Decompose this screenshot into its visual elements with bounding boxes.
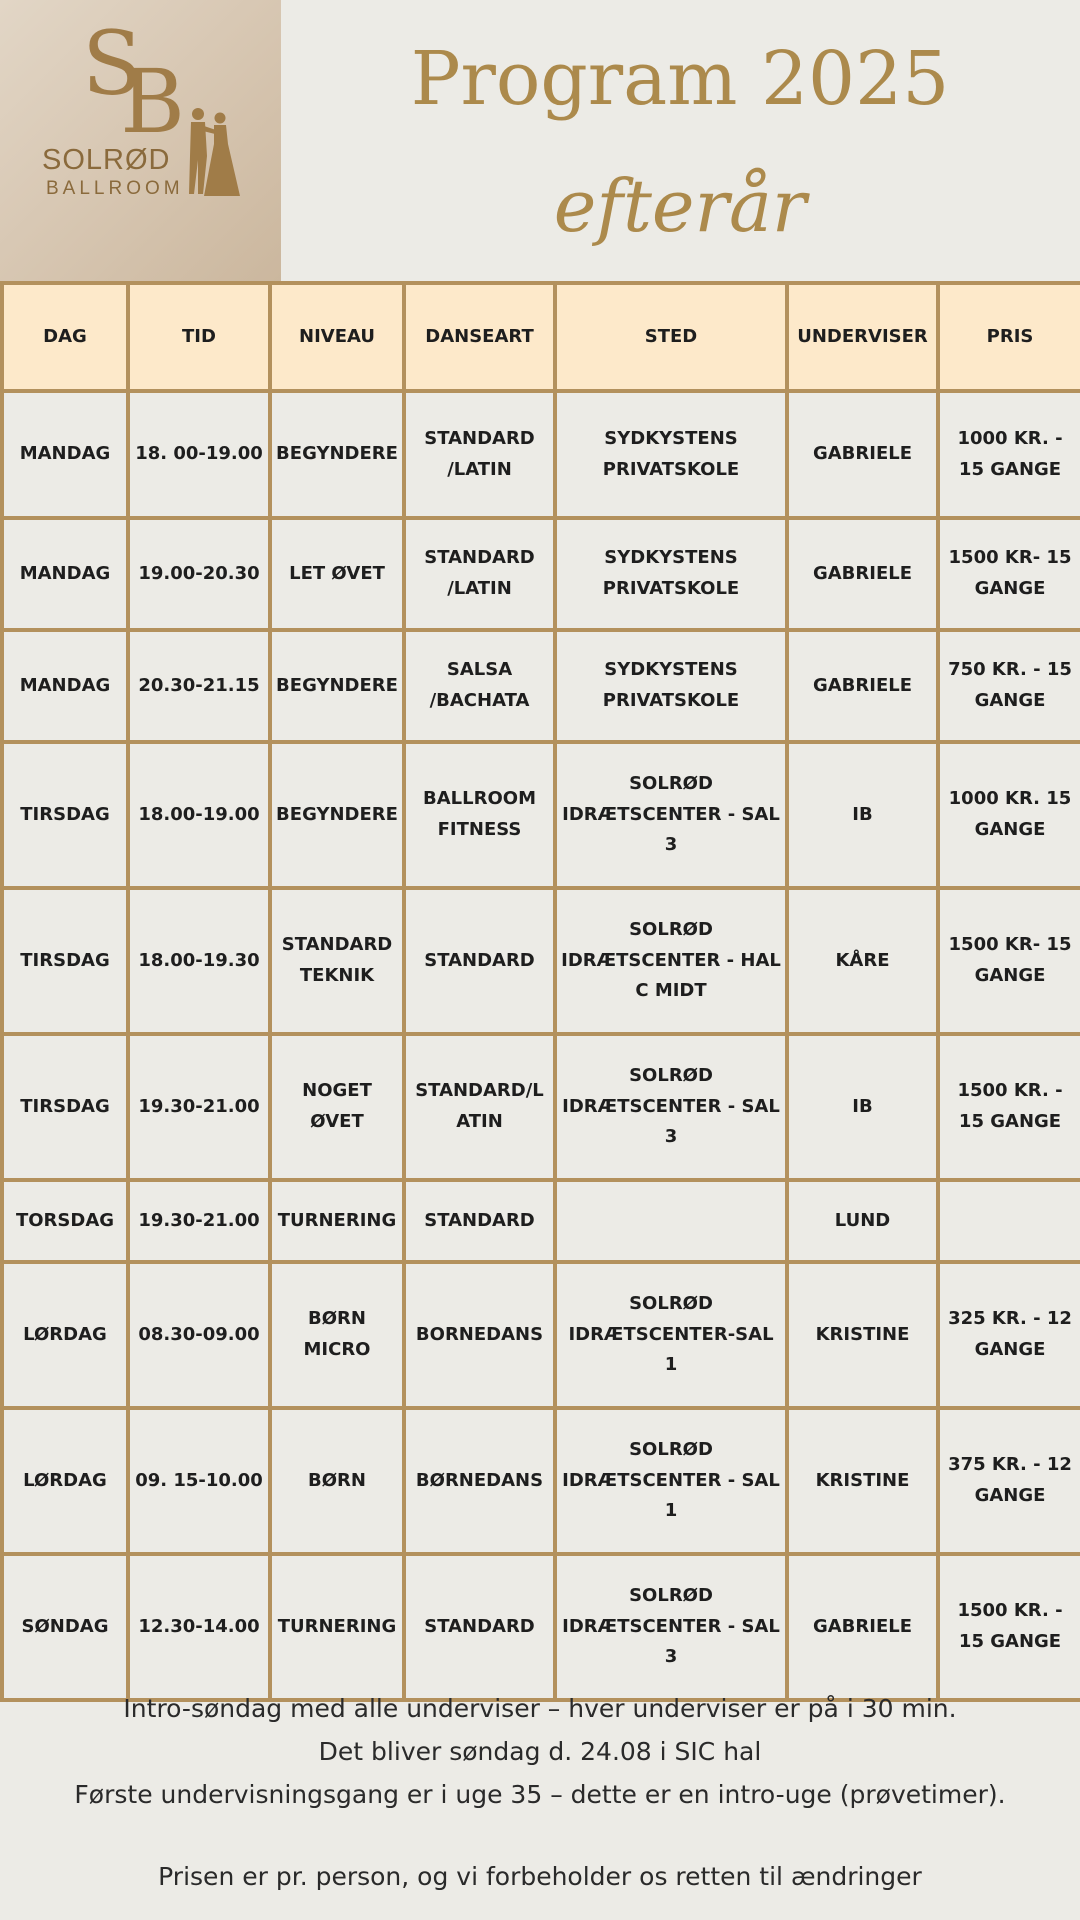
page-title: Program 2025 bbox=[410, 36, 950, 122]
cell-dag: MANDAG bbox=[2, 391, 128, 518]
table-row bbox=[2, 1408, 1080, 1554]
cell-pris: 1000 KR. 15 GANGE bbox=[938, 742, 1080, 888]
table-row bbox=[2, 1034, 1080, 1180]
cell-underviser: KRISTINE bbox=[787, 1262, 938, 1408]
table-row bbox=[2, 518, 1080, 630]
cell-underviser: IB bbox=[787, 742, 938, 888]
cell-underviser: KRISTINE bbox=[787, 1408, 938, 1554]
cell-tid: 19.30-21.00 bbox=[128, 1180, 270, 1262]
cell-dag: SØNDAG bbox=[2, 1554, 128, 1700]
table-row bbox=[2, 1180, 1080, 1262]
cell-niveau: LET ØVET bbox=[270, 518, 404, 630]
cell-pris: 1500 KR- 15 GANGE bbox=[938, 888, 1080, 1034]
cell-sted: SOLRØD IDRÆTSCENTER-SAL 1 bbox=[555, 1262, 787, 1408]
cell-danseart: STANDARD bbox=[404, 1180, 555, 1262]
header-danseart: DANSEART bbox=[404, 283, 555, 391]
cell-underviser: GABRIELE bbox=[787, 630, 938, 742]
cell-tid: 18. 00-19.00 bbox=[128, 391, 270, 518]
cell-sted: SOLRØD IDRÆTSCENTER - SAL 3 bbox=[555, 1554, 787, 1700]
cell-tid: 19.00-20.30 bbox=[128, 518, 270, 630]
header-sted: STED bbox=[555, 283, 787, 391]
logo-monogram-s: S bbox=[82, 12, 121, 115]
cell-danseart: STANDARD bbox=[404, 888, 555, 1034]
page-subtitle: efterår bbox=[553, 164, 807, 248]
table-row bbox=[2, 1554, 1080, 1700]
cell-niveau: STANDARD TEKNIK bbox=[270, 888, 404, 1034]
cell-sted: SOLRØD IDRÆTSCENTER - SAL 1 bbox=[555, 1408, 787, 1554]
cell-pris: 375 KR. - 12 GANGE bbox=[938, 1408, 1080, 1554]
footer-price-note: Prisen er pr. person, og vi forbeholder os retten til ændringer bbox=[158, 1862, 922, 1891]
cell-tid: 19.30-21.00 bbox=[128, 1034, 270, 1180]
table-row bbox=[2, 742, 1080, 888]
header-dag: DAG bbox=[2, 283, 128, 391]
cell-dag: TORSDAG bbox=[2, 1180, 128, 1262]
cell-pris bbox=[938, 1180, 1080, 1262]
cell-sted: SYDKYSTENS PRIVATSKOLE bbox=[555, 518, 787, 630]
cell-underviser: GABRIELE bbox=[787, 518, 938, 630]
cell-niveau: BØRN bbox=[270, 1408, 404, 1554]
cell-sted: SOLRØD IDRÆTSCENTER - SAL 3 bbox=[555, 742, 787, 888]
cell-dag: TIRSDAG bbox=[2, 888, 128, 1034]
cell-tid: 18.00-19.00 bbox=[128, 742, 270, 888]
cell-tid: 09. 15-10.00 bbox=[128, 1408, 270, 1554]
cell-niveau: TURNERING bbox=[270, 1180, 404, 1262]
cell-underviser: GABRIELE bbox=[787, 1554, 938, 1700]
cell-niveau: BEGYNDERE bbox=[270, 391, 404, 518]
cell-niveau: BEGYNDERE bbox=[270, 742, 404, 888]
logo-name: SOLRØD bbox=[42, 144, 171, 176]
table-row bbox=[2, 888, 1080, 1034]
cell-underviser: IB bbox=[787, 1034, 938, 1180]
cell-sted: SYDKYSTENS PRIVATSKOLE bbox=[555, 630, 787, 742]
dancing-couple-icon bbox=[178, 104, 248, 200]
cell-dag: MANDAG bbox=[2, 630, 128, 742]
cell-dag: LØRDAG bbox=[2, 1408, 128, 1554]
cell-niveau: TURNERING bbox=[270, 1554, 404, 1700]
table-row bbox=[2, 630, 1080, 742]
logo-monogram-b: B bbox=[120, 50, 163, 153]
header-underviser: UNDERVISER bbox=[787, 283, 938, 391]
logo-subtitle: BALLROOM bbox=[46, 178, 184, 199]
cell-danseart: STANDARD /LATIN bbox=[404, 391, 555, 518]
schedule-table bbox=[0, 281, 1080, 1702]
cell-dag: LØRDAG bbox=[2, 1262, 128, 1408]
cell-niveau: BØRN MICRO bbox=[270, 1262, 404, 1408]
cell-pris: 325 KR. - 12 GANGE bbox=[938, 1262, 1080, 1408]
footer-intro-line: Intro-søndag med alle underviser – hver underviser er på i 30 min. bbox=[123, 1694, 957, 1723]
header-pris: PRIS bbox=[938, 283, 1080, 391]
cell-pris: 750 KR. - 15 GANGE bbox=[938, 630, 1080, 742]
cell-niveau: NOGET ØVET bbox=[270, 1034, 404, 1180]
cell-tid: 12.30-14.00 bbox=[128, 1554, 270, 1700]
cell-danseart: BØRNEDANS bbox=[404, 1408, 555, 1554]
cell-pris: 1500 KR- 15 GANGE bbox=[938, 518, 1080, 630]
header-niveau: NIVEAU bbox=[270, 283, 404, 391]
cell-danseart: STANDARD bbox=[404, 1554, 555, 1700]
cell-underviser: LUND bbox=[787, 1180, 938, 1262]
cell-danseart: BALLROOM FITNESS bbox=[404, 742, 555, 888]
header-tid: TID bbox=[128, 283, 270, 391]
table-row bbox=[2, 1262, 1080, 1408]
cell-dag: TIRSDAG bbox=[2, 1034, 128, 1180]
cell-niveau: BEGYNDERE bbox=[270, 630, 404, 742]
footer-first-lesson-line: Første undervisningsgang er i uge 35 – dette er en intro-uge (prøvetimer). bbox=[74, 1780, 1006, 1809]
cell-danseart: SALSA /BACHATA bbox=[404, 630, 555, 742]
cell-tid: 18.00-19.30 bbox=[128, 888, 270, 1034]
footer-date-line: Det bliver søndag d. 24.08 i SIC hal bbox=[318, 1737, 762, 1766]
cell-underviser: GABRIELE bbox=[787, 391, 938, 518]
cell-sted: SYDKYSTENS PRIVATSKOLE bbox=[555, 391, 787, 518]
cell-sted bbox=[555, 1180, 787, 1262]
cell-sted: SOLRØD IDRÆTSCENTER - HAL C MIDT bbox=[555, 888, 787, 1034]
cell-pris: 1500 KR. - 15 GANGE bbox=[938, 1034, 1080, 1180]
cell-danseart: BORNEDANS bbox=[404, 1262, 555, 1408]
table-header-row bbox=[2, 283, 1080, 391]
cell-tid: 08.30-09.00 bbox=[128, 1262, 270, 1408]
cell-pris: 1500 KR. - 15 GANGE bbox=[938, 1554, 1080, 1700]
cell-pris: 1000 KR. - 15 GANGE bbox=[938, 391, 1080, 518]
cell-danseart: STANDARD /LATIN bbox=[404, 518, 555, 630]
cell-danseart: STANDARD/LATIN bbox=[404, 1034, 555, 1180]
cell-sted: SOLRØD IDRÆTSCENTER - SAL 3 bbox=[555, 1034, 787, 1180]
cell-dag: MANDAG bbox=[2, 518, 128, 630]
cell-tid: 20.30-21.15 bbox=[128, 630, 270, 742]
logo bbox=[0, 0, 281, 281]
table-row bbox=[2, 391, 1080, 518]
cell-dag: TIRSDAG bbox=[2, 742, 128, 888]
cell-underviser: KÅRE bbox=[787, 888, 938, 1034]
logo-monogram bbox=[82, 12, 163, 153]
